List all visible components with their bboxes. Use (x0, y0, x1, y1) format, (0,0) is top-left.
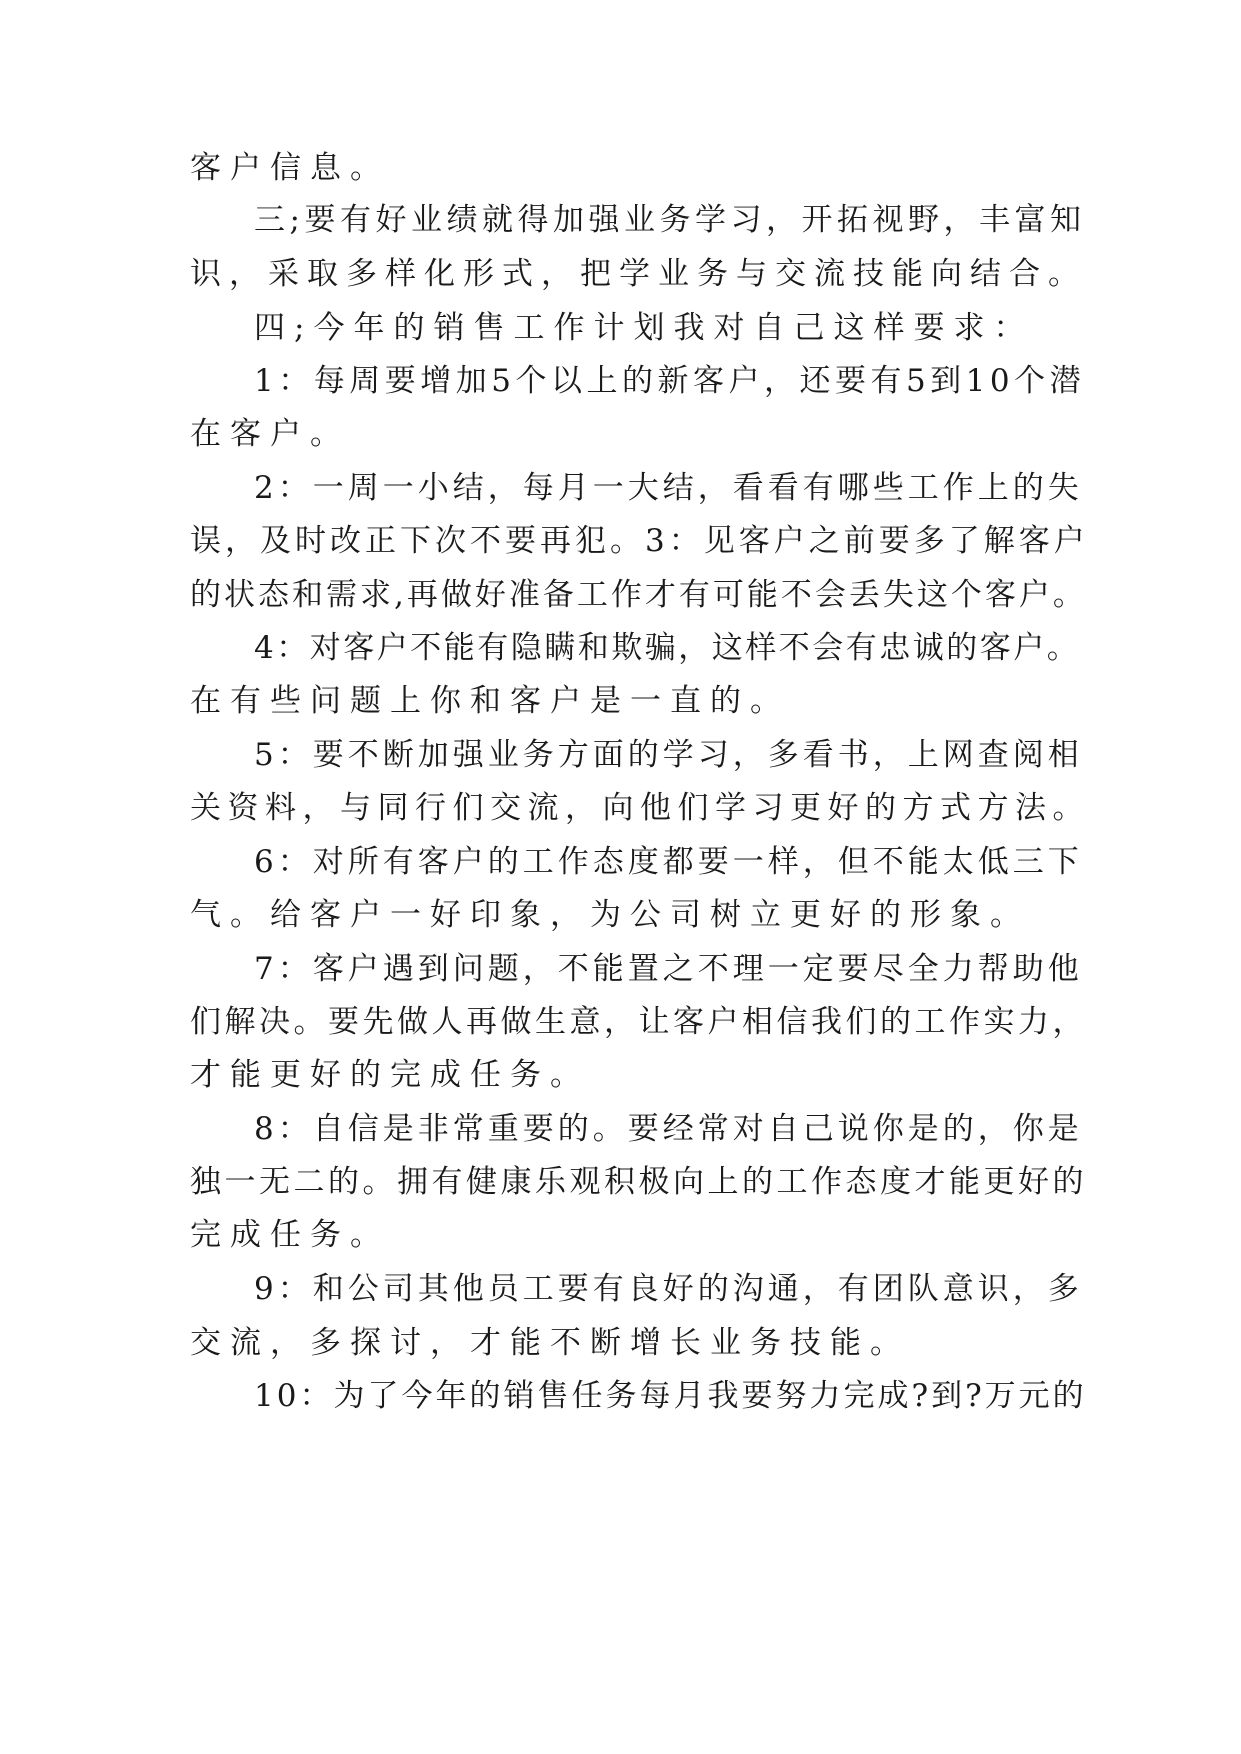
text-line: 交流，多探讨，才能不断增长业务技能。 (190, 1325, 910, 1361)
text-line: 四;今年的销售工作计划我对自己这样要求： (254, 310, 1034, 346)
text-line: 9：和公司其他员工要有良好的沟通，有团队意识，多 (254, 1271, 1083, 1307)
text-line: 独一无二的。拥有健康乐观积极向上的工作态度才能更好的 (190, 1164, 1087, 1200)
text-line: 8：自信是非常重要的。要经常对自己说你是的，你是 (254, 1111, 1083, 1147)
text-line: 误，及时改正下次不要再犯。3：见客户之前要多了解客户 (190, 523, 1089, 559)
text-line: 气。给客户一好印象，为公司树立更好的形象。 (190, 897, 1030, 933)
text-line: 7：客户遇到问题，不能置之不理一定要尽全力帮助他 (254, 951, 1083, 987)
text-line: 识，采取多样化形式，把学业务与交流技能向结合。 (190, 256, 1087, 292)
text-line: 们解决。要先做人再做生意，让客户相信我们的工作实力， (190, 1004, 1087, 1040)
text-line: 6：对所有客户的工作态度都要一样，但不能太低三下 (254, 844, 1083, 880)
text-line: 5：要不断加强业务方面的学习，多看书，上网查阅相 (254, 737, 1083, 773)
text-line: 客户信息。 (190, 150, 390, 186)
text-line: 的状态和需求,再做好准备工作才有可能不会丢失这个客户。 (190, 577, 1087, 613)
text-line: 10：为了今年的销售任务每月我要努力完成?到?万元的 (254, 1378, 1087, 1414)
text-line: 关资料，与同行们交流，向他们学习更好的方式方法。 (190, 790, 1090, 826)
text-line: 在有些问题上你和客户是一直的。 (190, 683, 790, 719)
text-line: 完成任务。 (190, 1217, 390, 1253)
text-line: 才能更好的完成任务。 (190, 1057, 590, 1093)
text-line: 2：一周一小结，每月一大结，看看有哪些工作上的失 (254, 470, 1083, 506)
text-line: 三;要有好业绩就得加强业务学习，开拓视野，丰富知 (254, 202, 1086, 238)
text-line: 1：每周要增加5个以上的新客户，还要有5到10个潜 (254, 363, 1086, 399)
text-line: 在客户。 (190, 416, 350, 452)
text-line: 4：对客户不能有隐瞒和欺骗，这样不会有忠诚的客户。 (254, 630, 1081, 666)
